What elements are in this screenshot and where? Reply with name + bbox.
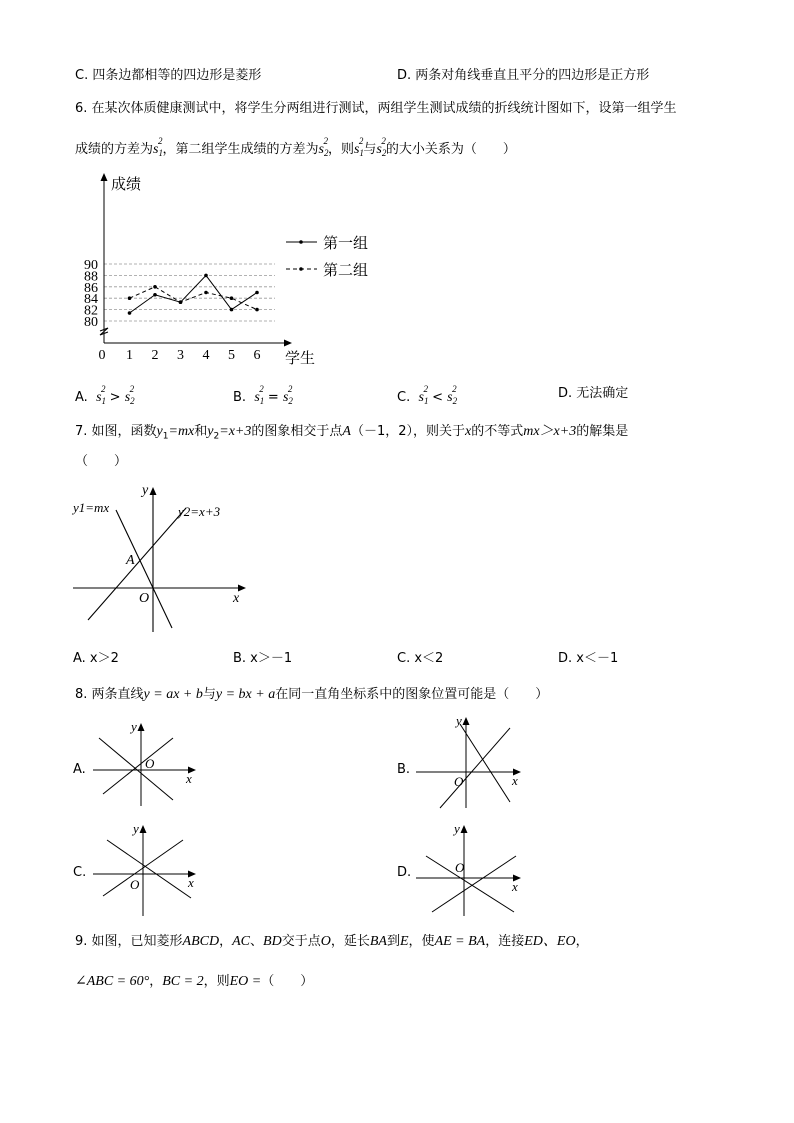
x-tick-2: 2 [151, 348, 159, 363]
series-2-point-3 [179, 300, 183, 304]
x-tick-3: 3 [177, 348, 184, 363]
y-tick-80: 80 [84, 315, 98, 330]
q8-label-a: A. [73, 762, 86, 777]
y-axis-title: 成绩 [111, 177, 142, 193]
y-axis-arrow [138, 723, 145, 731]
series-2-point-6 [255, 308, 259, 312]
q7-answer-paren: （ ） [75, 454, 128, 469]
q8-label-d: D. [397, 865, 412, 880]
q7-option-d: D. x＜－1 [558, 651, 619, 666]
q8-graph-d [410, 818, 530, 918]
line-y2-x-plus-3 [88, 508, 186, 620]
q7-stem-line1: 7. 如图，函数$y_1=mx$和$y_2=x+3$的图象相交于点A（－1，2），则关于x的不等式mx＞x+3的解集是 [75, 424, 629, 442]
q7-option-b: B. x＞－1 [233, 651, 293, 666]
x-axis-label: x [512, 773, 518, 788]
x-tick-0: 0 [98, 348, 106, 363]
axis-break-mark [100, 328, 108, 335]
y-tick-86: 86 [84, 280, 98, 296]
y-axis-arrow [140, 825, 147, 833]
legend-label-2: 第二组 [323, 263, 369, 279]
x-tick-6: 6 [253, 348, 261, 363]
x-tick-1: 1 [126, 348, 133, 363]
line-2 [103, 738, 173, 794]
origin-label: O [139, 591, 150, 606]
q7-option-a: A. x＞2 [73, 651, 119, 666]
q5-option-d: D. 两条对角线垂直且平分的四边形是正方形 [397, 68, 650, 83]
x-axis-label: x [186, 771, 192, 786]
x-axis-label: x [233, 591, 240, 606]
series-1-point-2 [153, 293, 157, 297]
x-axis-arrow [284, 340, 292, 347]
label-y1-mx: y1=mx [73, 500, 110, 515]
q8-graph-c [85, 818, 205, 918]
line-2 [432, 856, 516, 912]
q6-option-a: A. $s_1^2 > s_2^2$ [75, 384, 135, 406]
x-axis-title: 学生 [285, 351, 316, 367]
y-tick-82: 82 [84, 303, 98, 319]
series-1-point-5 [230, 308, 234, 312]
q6-line-chart [70, 165, 390, 370]
q8-graph-a [85, 718, 205, 808]
q6-option-b: B. $s_1^2 = s_2^2$ [233, 384, 293, 406]
q8-label-c: C. [73, 865, 87, 880]
line-1 [107, 840, 191, 898]
q5-option-c: C. 四条边都相等的四边形是菱形 [75, 68, 262, 83]
q6-option-d: D. 无法确定 [558, 386, 629, 401]
q8-graph-b [410, 712, 530, 812]
q6-option-c: C. $s_1^2 < s_2^2$ [397, 384, 458, 406]
y-axis-label: y [131, 719, 137, 734]
y-axis-label: y [142, 483, 149, 498]
y-axis-arrow [461, 825, 468, 833]
y-axis-label: y [454, 821, 460, 836]
q9-stem-line1: 9. 如图，已知菱形ABCD，AC、BD交于点O，延长BA到E，使AE = BA，连接ED、EO， [75, 934, 589, 949]
x-tick-4: 4 [202, 348, 210, 363]
y-axis-label: y [456, 713, 462, 728]
variance-s2: $s_2^2$ [318, 136, 329, 158]
q8-label-b: B. [397, 762, 411, 777]
origin-label: O [130, 877, 140, 892]
y-axis-arrow [150, 487, 157, 495]
series-2-point-4 [204, 291, 208, 295]
series-line-1 [130, 275, 258, 313]
legend-label-1: 第一组 [323, 236, 369, 252]
q8-stem: 8. 两条直线y = ax + b与y = bx + a在同一直角坐标系中的图象位置可能是（ ） [75, 687, 549, 702]
series-1-point-4 [204, 274, 208, 278]
origin-label: O [145, 756, 155, 771]
y-tick-84: 84 [84, 292, 98, 308]
y-tick-88: 88 [84, 269, 98, 285]
variance-s1: $s_1^2$ [153, 136, 163, 158]
label-y2: y2=x+3 [178, 504, 221, 519]
x-axis-label: x [512, 879, 518, 894]
y-axis-arrow [463, 717, 470, 725]
series-1-point-1 [128, 311, 132, 315]
q6-stem-line1: 6. 在某次体质健康测试中，将学生分两组进行测试，两组学生测试成绩的折线统计图如下，设第一组学生 [75, 101, 677, 116]
line-2 [440, 728, 510, 808]
q9-stem-line2: ∠ABC = 60°，BC = 2，则EO =（ ） [75, 974, 314, 989]
y-tick-90: 90 [84, 258, 98, 273]
line-y1-mx [116, 510, 172, 628]
series-2-point-5 [230, 296, 234, 300]
x-axis-label: x [188, 875, 194, 890]
series-line-2 [130, 287, 258, 310]
y-axis-arrow [101, 173, 108, 181]
series-1-point-6 [255, 291, 259, 295]
series-2-point-2 [153, 285, 157, 289]
q7-option-c: C. x＜2 [397, 651, 444, 666]
y-axis-label: y [133, 821, 139, 836]
q7-function-graph [68, 480, 258, 640]
origin-label: O [455, 860, 465, 875]
series-2-point-1 [128, 296, 132, 300]
origin-label: O [454, 774, 464, 789]
line-1 [460, 724, 510, 802]
legend-marker-1 [299, 240, 303, 244]
legend-marker-2 [299, 267, 303, 271]
q6-stem-line2: 成绩的方差为$s_1^2$，第二组学生成绩的方差为$s_2^2$，则$s_1^2$与$s_2^2$的大小关系为（ ） [75, 136, 516, 158]
point-a-label: A [126, 553, 135, 568]
line-1 [426, 856, 514, 912]
x-tick-5: 5 [228, 348, 235, 363]
